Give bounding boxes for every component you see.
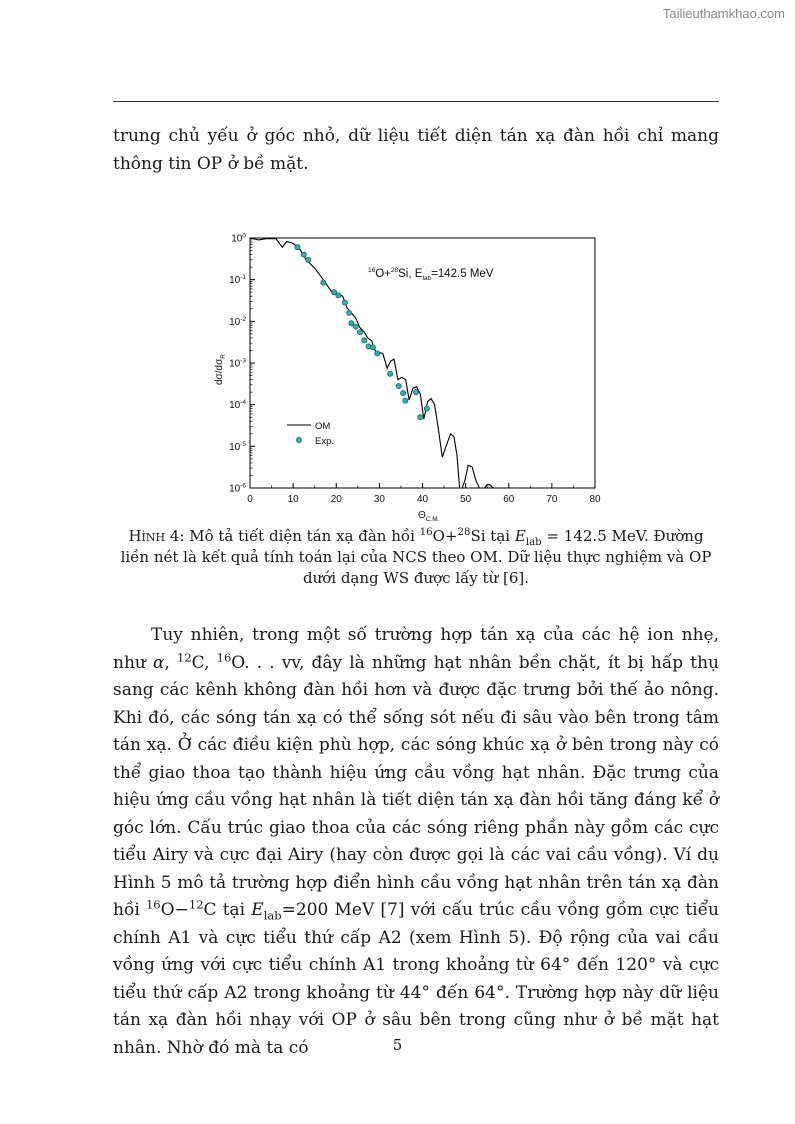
exp-data-point xyxy=(321,280,326,285)
x-axis xyxy=(247,483,601,505)
exp-data-point xyxy=(396,383,401,388)
y-tick-label: $10^{-3}$ xyxy=(229,357,246,370)
caption-sup: 28 xyxy=(457,527,471,538)
exp-data-point xyxy=(306,257,311,262)
page-number: 5 xyxy=(392,1036,403,1054)
x-tick-label: 0 xyxy=(247,494,253,505)
legend-exp-marker xyxy=(296,437,301,442)
legend xyxy=(287,421,334,447)
exp-data-point xyxy=(336,293,341,298)
exp-data-point xyxy=(301,252,306,257)
x-tick-label: 40 xyxy=(416,494,429,505)
exp-data-point xyxy=(295,245,300,250)
y-axis-label: $d\sigma/d\sigma_R$ xyxy=(214,354,227,385)
exp-data-point xyxy=(375,351,380,356)
exp-data-point xyxy=(342,300,347,305)
y-axis xyxy=(229,233,255,495)
paragraph-intro: trung chủ yếu ở góc nhỏ, dữ liệu tiết diện tán xạ đàn hồi chỉ mang thông tin OP ở bề mặt. xyxy=(113,126,719,174)
exp-data-point xyxy=(418,415,423,420)
legend-exp-label: Exp. xyxy=(315,436,335,447)
exp-data-point xyxy=(400,390,405,395)
caption-text: O+ xyxy=(432,527,458,545)
exp-data-point xyxy=(388,371,393,376)
y-tick-label: $10^0$ xyxy=(231,232,246,245)
x-tick-label: 80 xyxy=(589,494,601,505)
cross-section-chart xyxy=(190,225,610,525)
y-tick-label: $10^{-6}$ xyxy=(229,482,246,495)
exp-data-point xyxy=(413,390,418,395)
header-rule xyxy=(113,101,719,102)
figure-label: Hình 4: xyxy=(128,527,185,545)
exp-data-point xyxy=(353,324,358,329)
y-tick-label: $10^{-4}$ xyxy=(229,399,246,412)
legend-om-label: OM xyxy=(315,421,331,432)
figure-caption xyxy=(113,526,719,589)
caption-sub: lab xyxy=(525,537,542,548)
caption-italic: E xyxy=(514,527,526,545)
paragraph-rainbow: Tuy nhiên, trong một số trường hợp tán xạ của các hệ ion nhẹ, như α, $^{12}$C, $^{16}$O. . . vv, đây là những hạt nhân bền chặt, ít bị hấp thụ sang các kênh không đàn hồi hơn và được đặc trưng bởi thế ảo nông. Khi đó, các sóng tán xạ có thể sống sót nếu đi sâu vào bên trong tâm tán xạ. Ở các điều kiện phù hợp, các sóng khúc xạ ở bên trong này có thể giao thoa tạo thành hiệu ứng cầu vồng hạt nhân. Đặc trưng của hiệu ứng cầu vồng hạt nhân là tiết diện tán xạ đàn hồi tăng đáng kể ở góc lớn. Cấu trúc giao thoa của các sóng riêng phần này gồm các cực tiểu Airy và cực đại Airy (hay còn được gọi là các vai cầu vồng). Ví dụ Hình 5 mô tả trường hợp điển hình cầu vồng hạt nhân trên tán xạ đàn hồi $^{16}$O−$^{12}$C tại $E_{lab}=200$ MeV [7] với cấu trúc cầu vồng gồm cực tiểu chính A1 và cực tiểu thứ cấp A2 (xem Hình 5). Độ rộng của vai cầu vồng ứng với cực tiểu chính A1 trong khoảng từ 64° đến 120° và cực tiểu thứ cấp A2 trong khoảng từ 44° đến 64°. Trường hợp này dữ liệu tán xạ đàn hồi nhạy với OP ở sâu bên trong cũng như ở bề mặt hạt nhân. Nhờ đó mà ta có xyxy=(113,625,719,1058)
reaction-annotation: $^{16}$O+$^{28}$Si, $E_{lab}=142.5$ MeV xyxy=(368,267,494,282)
x-tick-label: 10 xyxy=(287,494,299,505)
caption-text: = 142.5 MeV. Đường liền nét là kết quả tính toán lại của NCS theo OM. Dữ liệu thực nghiệm và OP dưới dạng WS được lấy từ [6]. xyxy=(120,527,712,587)
exp-data-point xyxy=(357,330,362,335)
x-tick-label: 70 xyxy=(546,494,558,505)
x-tick-label: 30 xyxy=(373,494,385,505)
caption-text: Mô tả tiết diện tán xạ đàn hồi xyxy=(189,527,415,545)
y-tick-label: $10^{-1}$ xyxy=(229,274,246,287)
exp-data-point xyxy=(362,338,367,343)
y-tick-label: $10^{-2}$ xyxy=(229,315,246,328)
caption-text: Si tại xyxy=(470,527,511,545)
exp-data-point xyxy=(370,345,375,350)
y-tick-label: $10^{-5}$ xyxy=(229,440,246,453)
x-tick-label: 60 xyxy=(503,494,515,505)
exp-data-point xyxy=(347,310,352,315)
watermark: Tailieuthamkhao.com xyxy=(662,6,785,21)
exp-data-point xyxy=(424,406,429,411)
x-tick-label: 50 xyxy=(460,494,472,505)
caption-sup: 16 xyxy=(419,527,433,538)
x-tick-label: 20 xyxy=(330,494,342,505)
exp-data-point xyxy=(403,398,408,403)
x-axis-label: $\Theta_{C.M.}$ xyxy=(418,510,440,523)
